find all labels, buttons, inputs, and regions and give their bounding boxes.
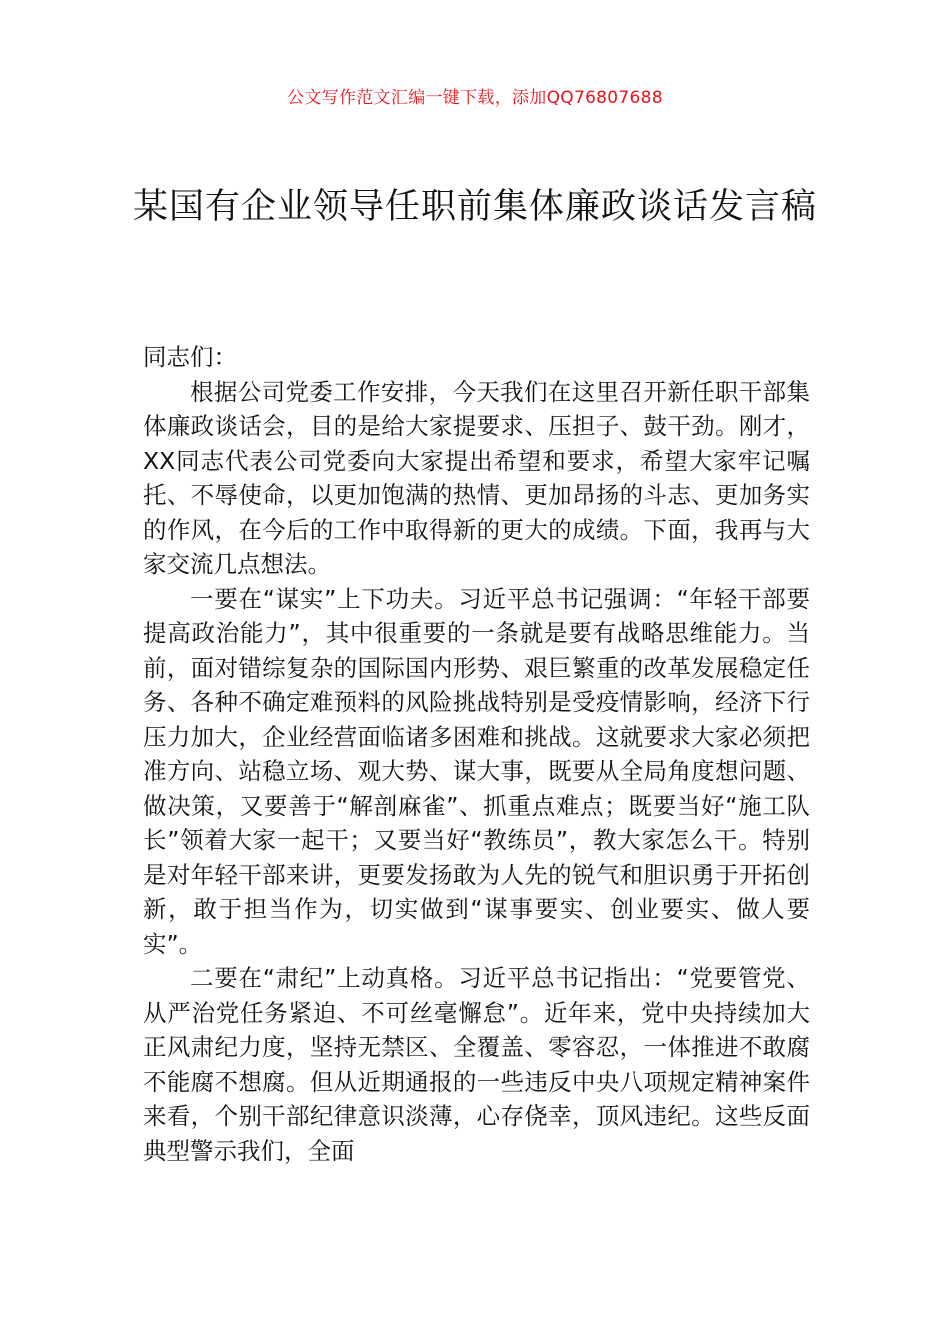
paragraph-intro: 根据公司党委工作安排，今天我们在这里召开新任职干部集体廉政谈话会，目的是给大家提要求、压担子、鼓干劲。刚才，XX同志代表公司党委向大家提出希望和要求，希望大家牢记嘱托、不辱使命，以更加饱满的热情、更加昂扬的斗志、更加务实的作风，在今后的工作中取得新的更大的成绩。下面，我再与大家交流几点想法。 xyxy=(143,377,810,578)
salutation: 同志们： xyxy=(143,343,237,371)
paragraph-point-one: 一要在“谋实”上下功夫。习近平总书记强调：“年轻干部要提高政治能力”，其中很重要的一条就是要有战略思维能力。当前，面对错综复杂的国际国内形势、艰巨繁重的改革发展稳定任务、各种不确定难预料的风险挑战特别是受疫情影响，经济下行压力加大，企业经营面临诸多困难和挑战。这就要求大家必须把准方向、站稳立场、观大势、谋大事，既要从全局角度想问题、做决策，又要善于“解剖麻雀”、抓重点难点；既要当好“施工队长”领着大家一起干；又要当好“教练员”，教大家怎么干。特别是对年轻干部来讲，更要发扬敢为人先的锐气和胆识勇于开拓创新，敢于担当作为，切实做到“谋事要实、创业要实、做人要实”。 xyxy=(143,584,810,958)
document-body xyxy=(143,340,810,1168)
document-title: 某国有企业领导任职前集体廉政谈话发言稿 xyxy=(132,187,817,227)
paragraph-point-two: 二要在“肃纪”上动真格。习近平总书记指出：“党要管党、从严治党任务紧迫、不可丝毫懈怠”。近年来，党中央持续加大正风肃纪力度，坚持无禁区、全覆盖、零容忍，一体推进不敢腐不能腐不想腐。但从近期通报的一些违反中央八项规定精神案件来看，个别干部纪律意识淡薄，心存侥幸，顶风违纪。这些反面典型警示我们，全面 xyxy=(143,964,810,1165)
download-banner: 公文写作范文汇编一键下载，添加QQ76807688 xyxy=(287,88,663,108)
